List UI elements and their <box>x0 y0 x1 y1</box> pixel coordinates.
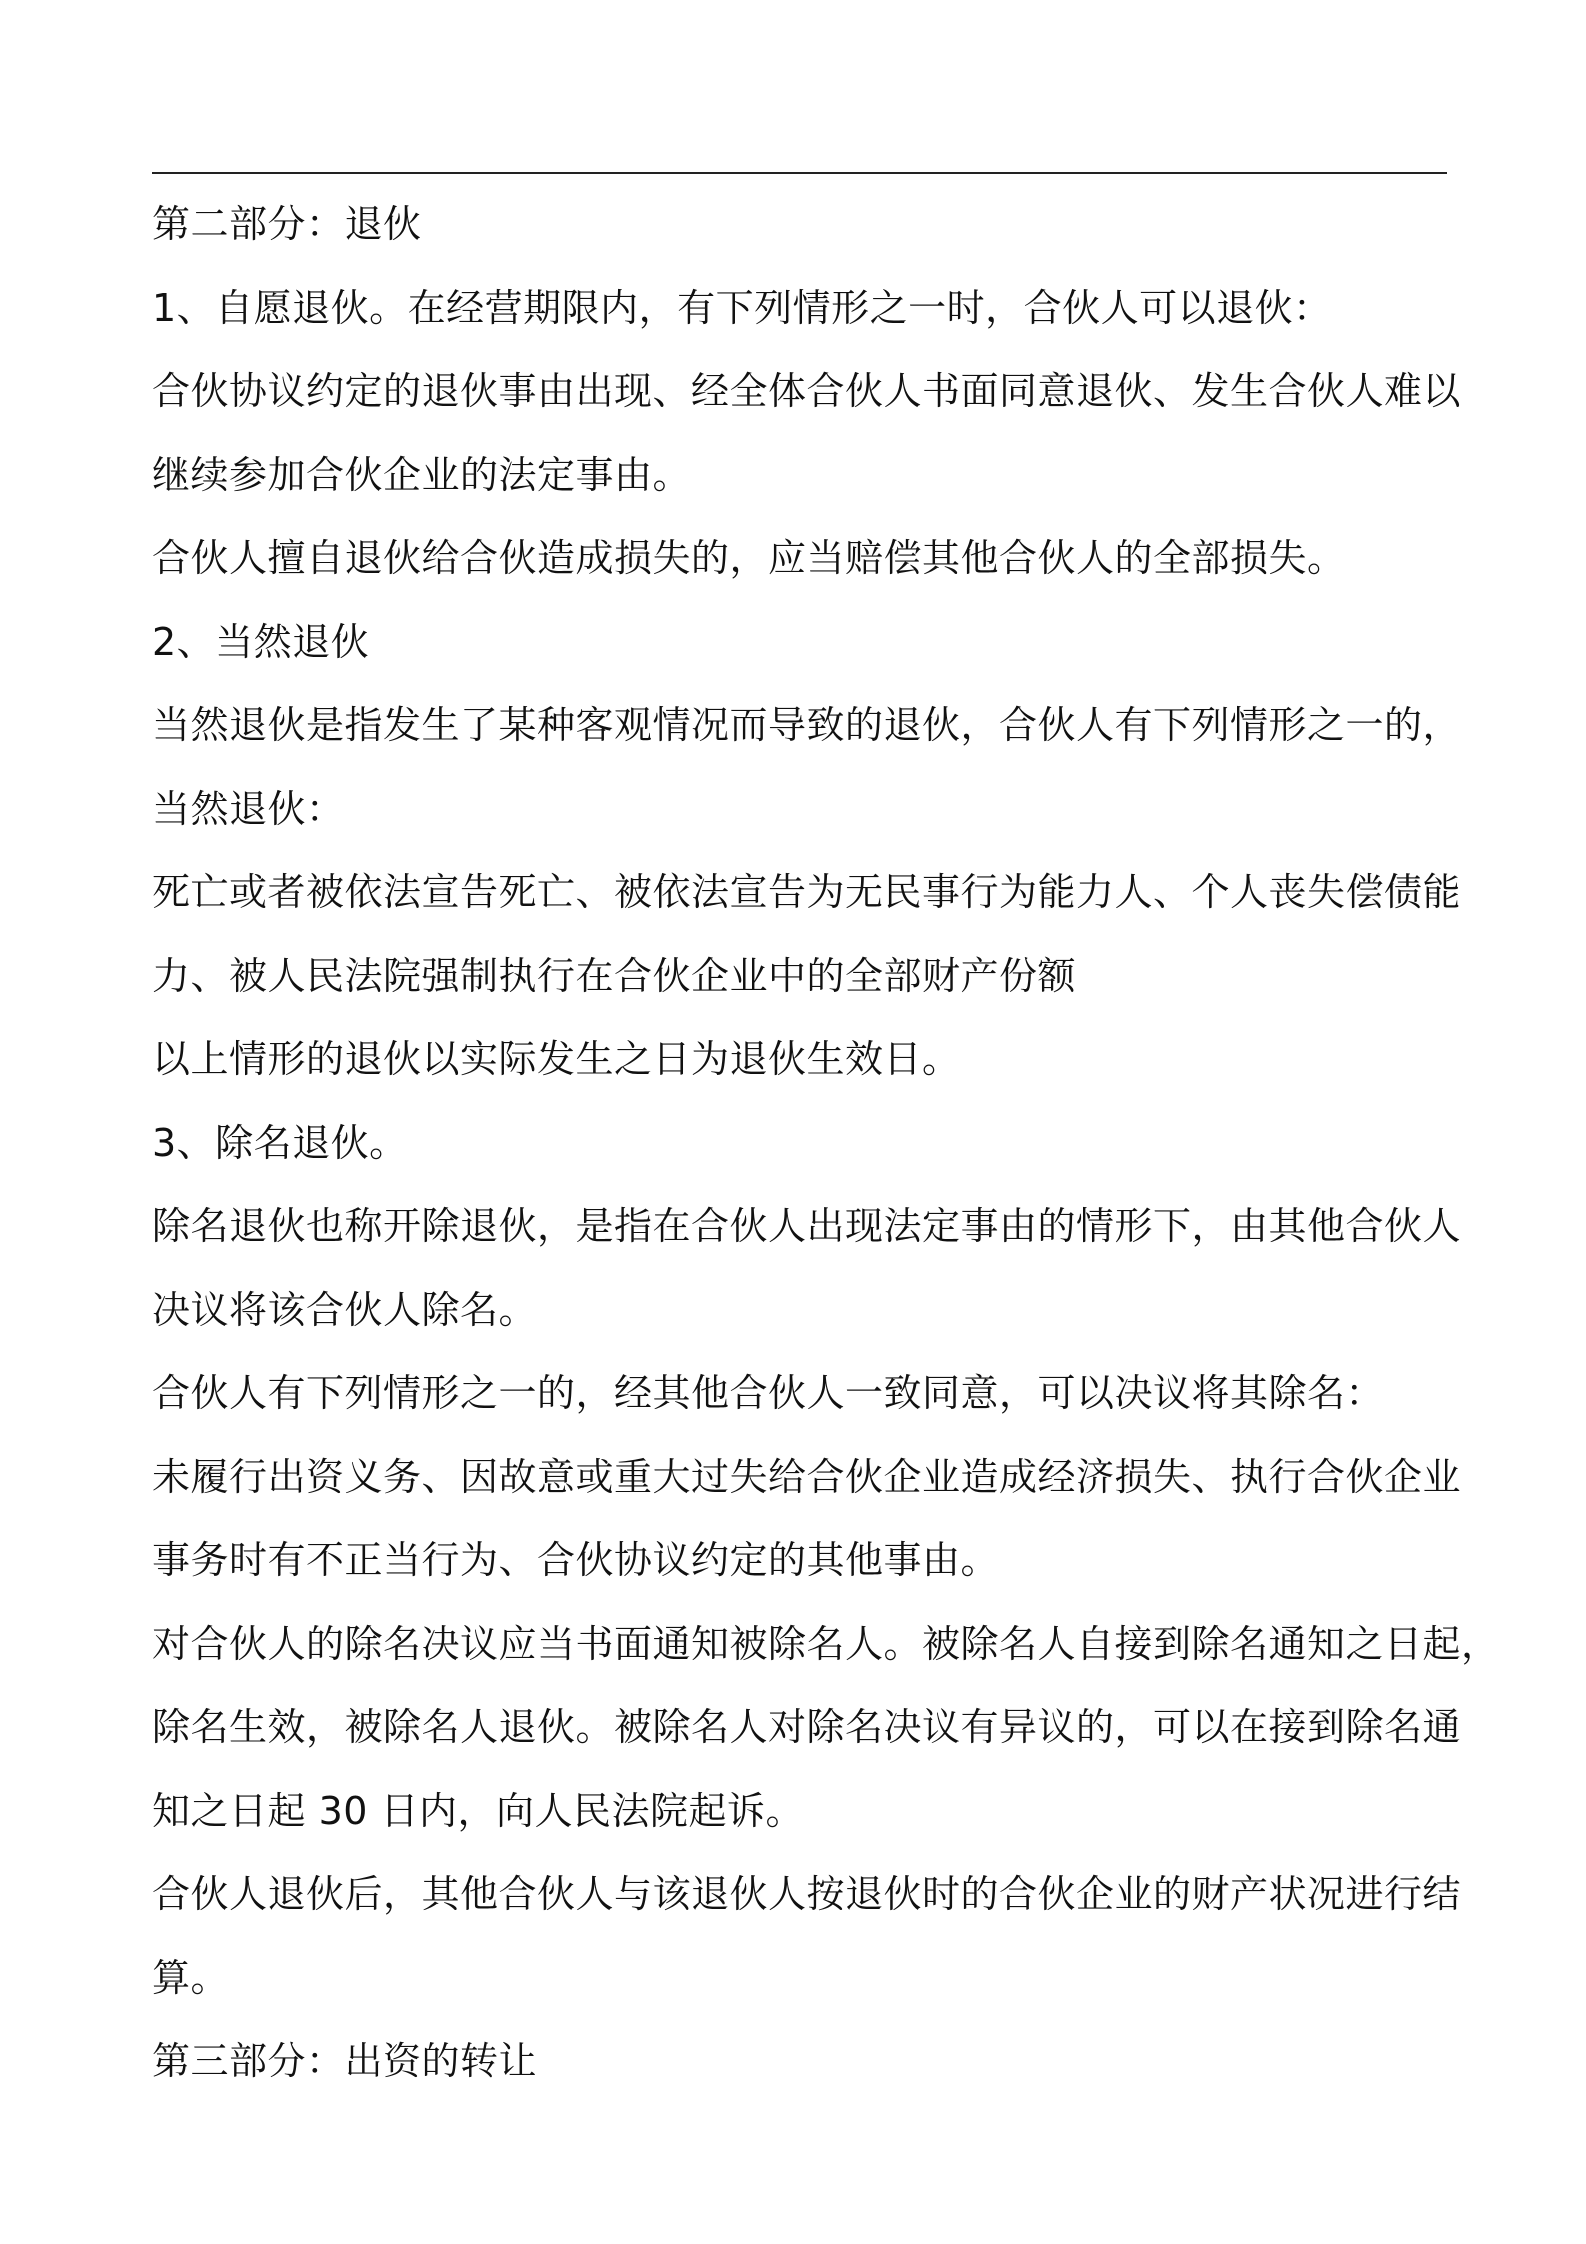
clause-automatic-withdrawal: 2、当然退伙 <box>152 619 370 664</box>
paragraph-line: 当然退伙是指发生了某种客观情况而导致的退伙，合伙人有下列情形之一的， <box>152 703 1462 747</box>
paragraph-line: 合伙协议约定的退伙事由出现、经全体合伙人书面同意退伙、发生合伙人难以 <box>152 369 1462 413</box>
paragraph-line: 除名生效，被除名人退伙。被除名人对除名决议有异议的，可以在接到除名通 <box>152 1705 1462 1749</box>
paragraph-line: 未履行出资义务、因故意或重大过失给合伙企业造成经济损失、执行合伙企业 <box>152 1454 1462 1499</box>
header-rule <box>152 172 1447 174</box>
paragraph-line: 决议将该合伙人除名。 <box>152 1287 538 1332</box>
paragraph-line: 合伙人有下列情形之一的，经其他合伙人一致同意，可以决议将其除名： <box>152 1371 1385 1415</box>
clause-expulsion-withdrawal: 3、除名退伙。 <box>152 1120 408 1165</box>
clause-voluntary-withdrawal: 1、自愿退伙。在经营期限内，有下列情形之一时，合伙人可以退伙： <box>152 285 1332 330</box>
paragraph-line: 事务时有不正当行为、合伙协议约定的其他事由。 <box>152 1538 1000 1582</box>
document-body <box>152 183 1500 2104</box>
paragraph-line: 继续参加合伙企业的法定事由。 <box>152 452 692 497</box>
section-heading-withdrawal: 第二部分：退伙 <box>152 202 422 246</box>
paragraph-line: 力、被人民法院强制执行在合伙企业中的全部财产份额 <box>152 953 1077 998</box>
paragraph-line: 合伙人退伙后，其他合伙人与该退伙人按退伙时的合伙企业的财产状况进行结 <box>152 1872 1462 1916</box>
paragraph-line: 知之日起 30 日内，向人民法院起诉。 <box>152 1788 805 1833</box>
paragraph-line: 当然退伙： <box>152 786 345 831</box>
paragraph-line: 合伙人擅自退伙给合伙造成损失的，应当赔偿其他合伙人的全部损失。 <box>152 536 1346 580</box>
section-heading-capital-transfer: 第三部分：出资的转让 <box>152 2039 538 2083</box>
paragraph-line: 算。 <box>152 1955 230 2000</box>
paragraph-line: 对合伙人的除名决议应当书面通知被除名人。被除名人自接到除名通知之日起， <box>152 1621 1500 1666</box>
paragraph-line: 死亡或者被依法宣告死亡、被依法宣告为无民事行为能力人、个人丧失偿债能 <box>152 870 1462 914</box>
paragraph-line: 以上情形的退伙以实际发生之日为退伙生效日。 <box>152 1037 961 1081</box>
paragraph-line: 除名退伙也称开除退伙，是指在合伙人出现法定事由的情形下，由其他合伙人 <box>152 1204 1462 1248</box>
